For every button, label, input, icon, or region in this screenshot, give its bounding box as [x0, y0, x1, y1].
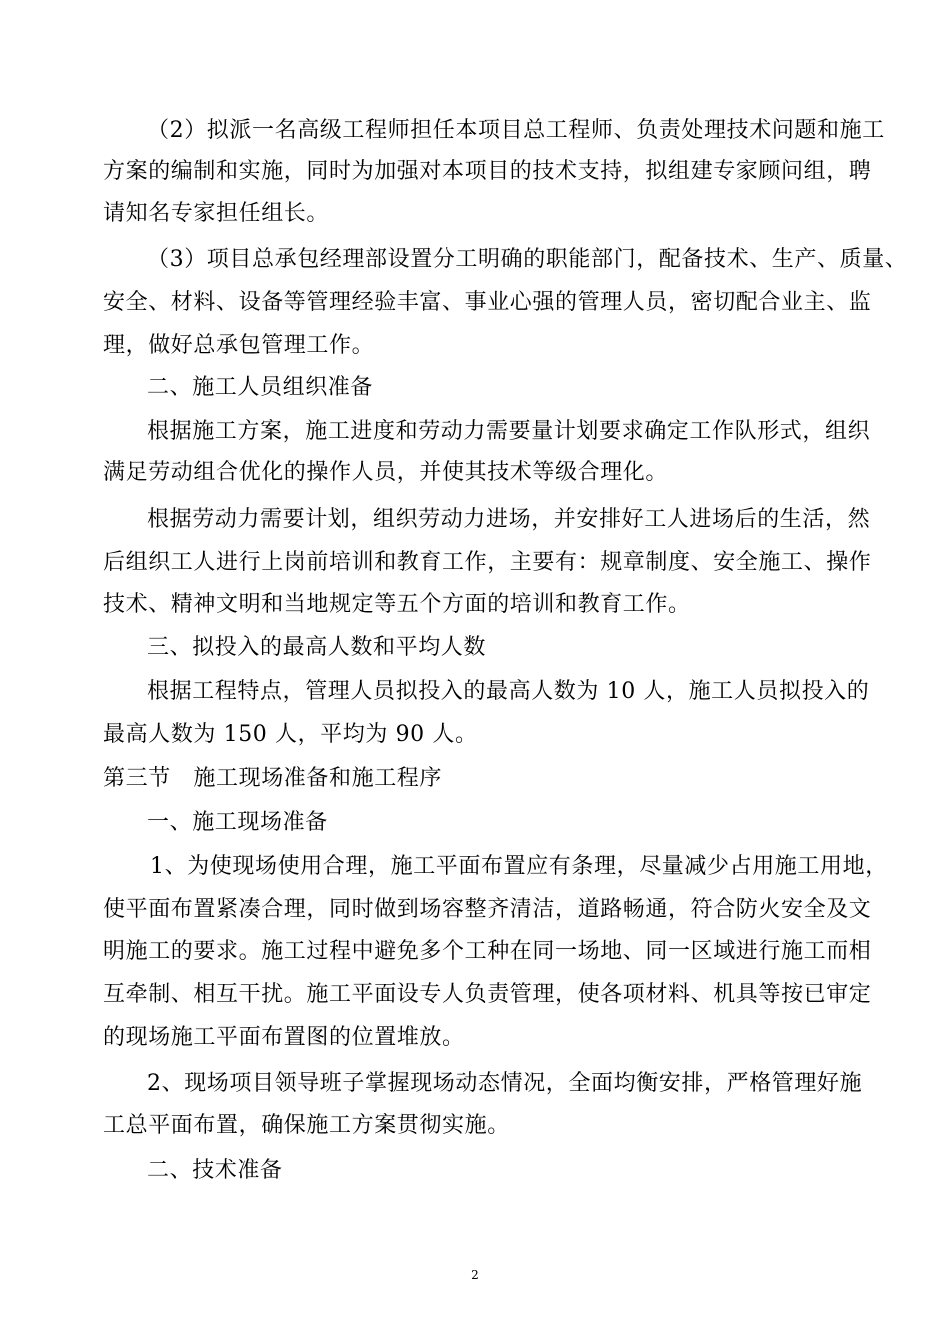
section-heading: 二、技术准备: [147, 1158, 283, 1183]
paragraph-line: 根据劳动力需要计划，组织劳动力进场，并安排好工人进场后的生活，然: [147, 507, 871, 532]
chapter-heading: 第三节 施工现场准备和施工程序: [103, 766, 443, 791]
paragraph-line: 最高人数为 150 人，平均为 90 人。: [103, 722, 478, 747]
paragraph-line: 根据工程特点，管理人员拟投入的最高人数为 10 人，施工人员拟投入的: [147, 679, 870, 704]
paragraph-line: 满足劳动组合优化的操作人员，并使其技术等级合理化。: [103, 460, 669, 485]
paragraph-line: 请知名专家担任组长。: [103, 201, 330, 226]
paragraph-line: 的现场施工平面布置图的位置堆放。: [103, 1025, 465, 1050]
section-heading: 一、施工现场准备: [147, 810, 328, 835]
paragraph-line: 方案的编制和实施，同时为加强对本项目的技术支持，拟组建专家顾问组，聘: [103, 159, 872, 184]
paragraph-line: 后组织工人进行上岗前培训和教育工作，主要有：规章制度、安全施工、操作: [103, 550, 872, 575]
section-heading: 二、施工人员组织准备: [147, 375, 374, 400]
paragraph-line: 明施工的要求。施工过程中避免多个工种在同一场地、同一区域进行施工而相: [103, 939, 872, 964]
paragraph-line: （2）拟派一名高级工程师担任本项目总工程师、负责处理技术问题和施工: [147, 118, 885, 143]
paragraph-line: 使平面布置紧凑合理，同时做到场容整齐清洁，道路畅通，符合防火安全及文: [103, 897, 872, 922]
paragraph-line: 根据施工方案，施工进度和劳动力需要量计划要求确定工作队形式，组织: [147, 419, 871, 444]
page-number: 2: [471, 1268, 479, 1282]
paragraph-line: 工总平面布置，确保施工方案贯彻实施。: [103, 1113, 510, 1138]
paragraph-line: 安全、材料、设备等管理经验丰富、事业心强的管理人员，密切配合业主、监: [103, 290, 872, 315]
paragraph-line: （3）项目总承包经理部设置分工明确的职能部门，配备技术、生产、质量、: [147, 247, 908, 272]
paragraph-line: 理，做好总承包管理工作。: [103, 333, 375, 358]
section-heading: 三、拟投入的最高人数和平均人数: [147, 635, 487, 660]
paragraph-line: 互牵制、相互干扰。施工平面设专人负责管理，使各项材料、机具等按已审定: [103, 982, 872, 1007]
paragraph-line: 1、为使现场使用合理，施工平面布置应有条理，尽量减少占用施工用地，: [150, 854, 888, 879]
paragraph-line: 技术、精神文明和当地规定等五个方面的培训和教育工作。: [103, 592, 691, 617]
paragraph-line: 2、现场项目领导班子掌握现场动态情况，全面均衡安排，严格管理好施: [147, 1071, 863, 1096]
